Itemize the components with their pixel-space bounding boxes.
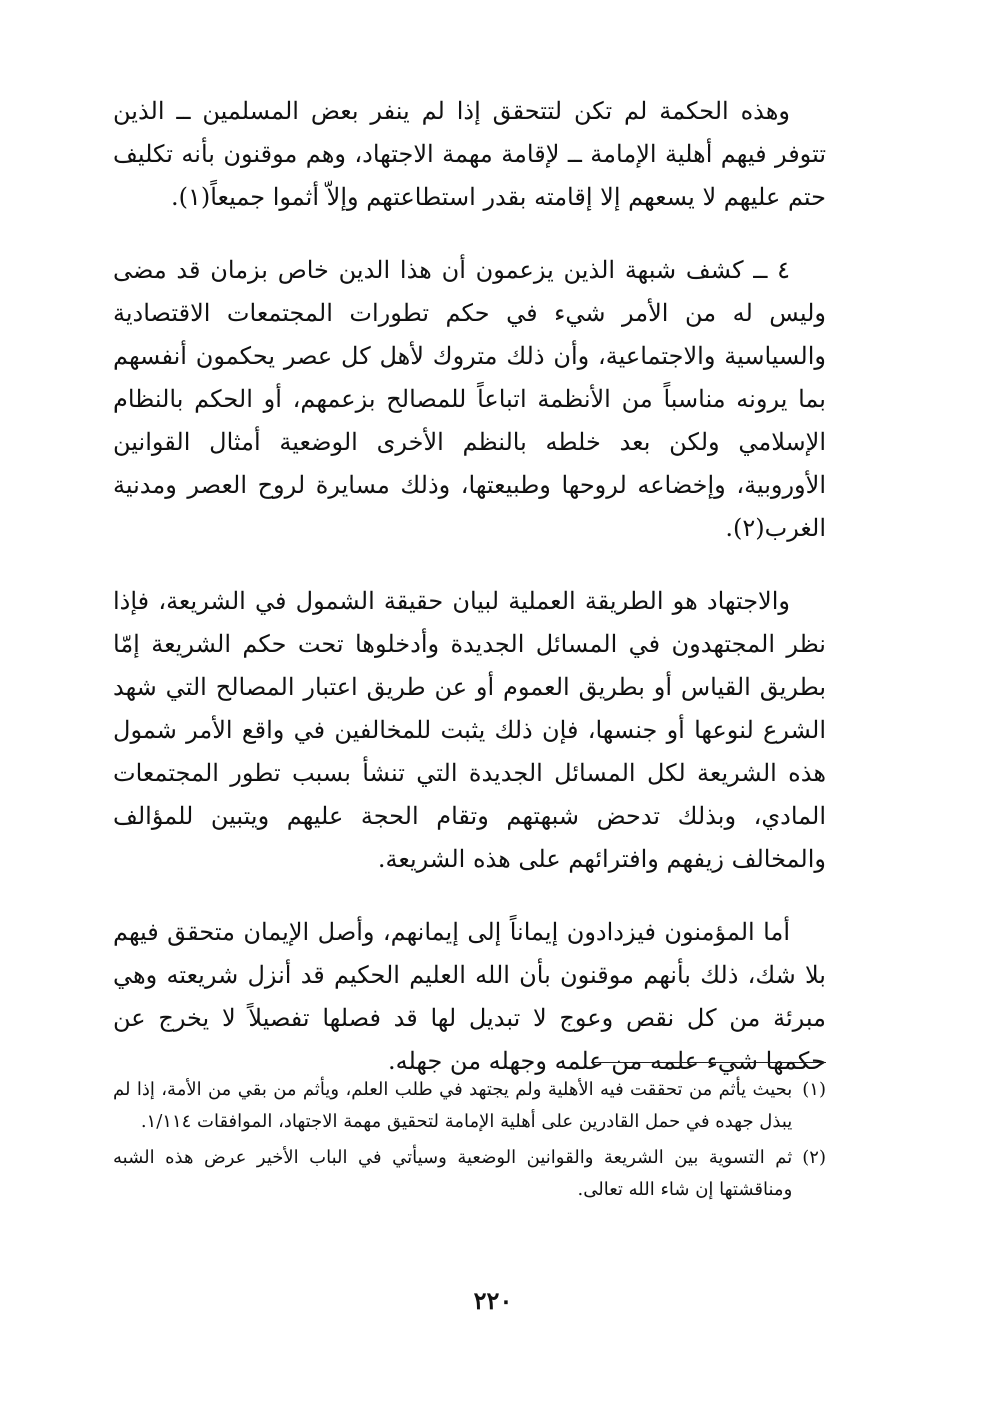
footnote-1 xyxy=(113,1074,826,1138)
paragraph-wisdom: وهذه الحكمة لم تكن لتتحقق إذا لم ينفر بعض المسلمين ــ الذين تتوفر فيهم أهلية الإمامة ــ لإقامة مهمة الاجتهاد، وهم موقنون بأنه تكليف حتم عليهم لا يسعهم إلا إقامته بقدر استطاعتهم وإلاّ أثموا جميعاً(١). xyxy=(113,97,826,211)
footnote-marker: (١) xyxy=(802,1079,826,1100)
paragraph-point-4: ٤ ــ كشف شبهة الذين يزعمون أن هذا الدين خاص بزمان قد مضى وليس له من الأمر شيء في حكم تطورات المجتمعات الاقتصادية والسياسية والاجتماعية، وأن ذلك متروك لأهل كل عصر يحكمون أنفسهم بما يرونه مناسباً من الأنظمة اتباعاً للمصالح بزعمهم، أو الحكم بالنظام الإسلامي ولكن بعد خلطه بالنظم الأخرى الوضعية أمثال القوانين الأوروبية، وإخضاعه لروحها وطبيعتها، وذلك مسايرة لروح العصر ومدنية الغرب(٢). xyxy=(113,256,827,542)
paragraph-believers: أما المؤمنون فيزدادون إيماناً إلى إيمانهم، وأصل الإيمان متحقق فيهم بلا شك، ذلك بأنهم موقنون بأن الله العليم الحكيم قد أنزل شريعته وهي مبرئة من كل نقص وعوج لا تبديل لها قد فصلها تفصيلاً لا يخرج عن حكمها شيء علمه من علمه وجهله من جهله. xyxy=(113,918,826,1075)
footnote-text: ثم التسوية بين الشريعة والقوانين الوضعية وسيأتي في الباب الأخير عرض هذه الشبه ومناقشتها إن شاء الله تعالى. xyxy=(113,1147,793,1200)
footnote-divider xyxy=(591,1062,826,1063)
footnote-2 xyxy=(113,1142,826,1206)
page-number: ٢٢٠ xyxy=(473,1286,513,1315)
body-text xyxy=(113,90,826,1113)
paragraph-ijtihad: والاجتهاد هو الطريقة العملية لبيان حقيقة الشمول في الشريعة، فإذا نظر المجتهدون في المسائل الجديدة وأدخلوها تحت حكم الشريعة إمّا بطريق القياس أو بطريق العموم أو عن طريق اعتبار المصالح التي شهد الشرع لنوعها أو جنسها، فإن ذلك يثبت للمخالفين في واقع الأمر شمول هذه الشريعة لكل المسائل الجديدة التي تنشأ بسبب تطور المجتمعات المادي، وبذلك تدحض شبهتهم وتقام الحجة عليهم ويتبين للمؤالف والمخالف زيفهم وافترائهم على هذه الشريعة. xyxy=(113,587,826,873)
footnote-marker: (٢) xyxy=(802,1147,826,1168)
footnote-text: بحيث يأثم من تحققت فيه الأهلية ولم يجتهد في طلب العلم، ويأثم من بقي من الأمة، إذا لم يبذل جهده في حمل القادرين على أهلية الإمامة لتحقيق مهمة الاجتهاد، الموافقات ١/١١٤. xyxy=(113,1079,793,1132)
footnotes xyxy=(113,1074,826,1210)
